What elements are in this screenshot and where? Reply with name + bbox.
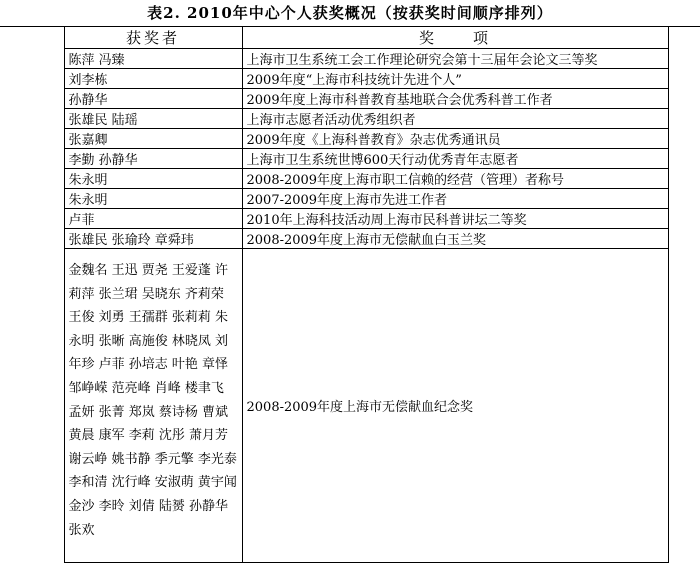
name-cell[interactable]: 李勤 孙静华 bbox=[64, 149, 242, 169]
table-row bbox=[0, 189, 700, 209]
gutter-cell[interactable] bbox=[0, 27, 64, 49]
empty-cell[interactable] bbox=[668, 27, 700, 49]
name-cell[interactable]: 张雄民 张瑜玲 章舜玮 bbox=[64, 229, 242, 249]
empty-cell[interactable] bbox=[668, 169, 700, 189]
table-row bbox=[0, 149, 700, 169]
gutter-cell[interactable] bbox=[0, 229, 64, 249]
gutter-cell[interactable] bbox=[0, 69, 64, 89]
empty-cell[interactable] bbox=[668, 109, 700, 129]
award-cell[interactable]: 2008-2009年度上海市职工信赖的经营（管理）者称号 bbox=[242, 169, 668, 189]
gutter-cell[interactable] bbox=[0, 129, 64, 149]
gutter-cell[interactable] bbox=[0, 49, 64, 69]
award-cell[interactable]: 上海市志愿者活动优秀组织者 bbox=[242, 109, 668, 129]
name-cell[interactable]: 张雄民 陆瑶 bbox=[64, 109, 242, 129]
gutter-cell[interactable] bbox=[0, 189, 64, 209]
table-title: 表2. 2010年中心个人获奖概况（按获奖时间顺序排列） bbox=[147, 4, 553, 22]
table-row bbox=[0, 169, 700, 189]
header-name-cell[interactable]: 获奖者 bbox=[64, 27, 242, 49]
award-cell[interactable]: 上海市卫生系统世博600天行动优秀青年志愿者 bbox=[242, 149, 668, 169]
award-cell[interactable]: 2010年上海科技活动周上海市民科普讲坛二等奖 bbox=[242, 209, 668, 229]
awards-table bbox=[0, 26, 700, 563]
empty-cell[interactable] bbox=[668, 49, 700, 69]
name-cell[interactable]: 朱永明 bbox=[64, 189, 242, 209]
table-header-row bbox=[0, 27, 700, 49]
table-row bbox=[0, 249, 700, 563]
empty-cell[interactable] bbox=[668, 209, 700, 229]
gutter-cell[interactable] bbox=[0, 169, 64, 189]
empty-cell[interactable] bbox=[668, 249, 700, 563]
name-cell[interactable]: 卢菲 bbox=[64, 209, 242, 229]
empty-cell[interactable] bbox=[668, 229, 700, 249]
award-cell[interactable]: 2007-2009年度上海市先进工作者 bbox=[242, 189, 668, 209]
table-row bbox=[0, 129, 700, 149]
award-cell[interactable]: 2009年度《上海科普教育》杂志优秀通讯员 bbox=[242, 129, 668, 149]
name-cell[interactable]: 陈萍 冯臻 bbox=[64, 49, 242, 69]
empty-cell[interactable] bbox=[668, 129, 700, 149]
award-cell[interactable]: 2008-2009年度上海市无偿献血纪念奖 bbox=[242, 249, 668, 563]
name-cell[interactable]: 张嘉卿 bbox=[64, 129, 242, 149]
gutter-cell[interactable] bbox=[0, 109, 64, 129]
empty-cell[interactable] bbox=[668, 89, 700, 109]
award-cell[interactable]: 2009年度“上海市科技统计先进个人” bbox=[242, 69, 668, 89]
empty-cell[interactable] bbox=[668, 189, 700, 209]
name-cell[interactable]: 刘李栋 bbox=[64, 69, 242, 89]
gutter-cell[interactable] bbox=[0, 209, 64, 229]
name-cell[interactable]: 朱永明 bbox=[64, 169, 242, 189]
gutter-cell[interactable] bbox=[0, 249, 64, 563]
table-row bbox=[0, 69, 700, 89]
gutter-cell[interactable] bbox=[0, 149, 64, 169]
table-row bbox=[0, 109, 700, 129]
award-cell[interactable]: 2008-2009年度上海市无偿献血白玉兰奖 bbox=[242, 229, 668, 249]
name-cell-multi[interactable]: 金魏名 王迅 贾尧 王爱蓬 许莉萍 张兰珺 吴晓东 齐莉荣 王俊 刘勇 王孺群 张莉莉 朱永明 张晰 高施俊 林晓凤 刘年珍 卢菲 孙培志 叶艳 章怿 邹峥嵘 范亮峰 肖峰 楼聿飞 孟妍 张菁 郑岚 蔡诗杨 曹斌 黄晨 康军 李莉 沈彤 萧月芳 谢云峥 姚书静 季元擎 李光泰 李和清 沈行峰 安淑萌 黄宇闻 金沙 李昤 刘倩 陆赟 孙静华 张欢 bbox=[64, 249, 242, 563]
name-cell[interactable]: 孙静华 bbox=[64, 89, 242, 109]
table-row bbox=[0, 229, 700, 249]
header-award-cell[interactable]: 奖 项 bbox=[242, 27, 668, 49]
award-cell[interactable]: 2009年度上海市科普教育基地联合会优秀科普工作者 bbox=[242, 89, 668, 109]
table-row bbox=[0, 49, 700, 69]
empty-cell[interactable] bbox=[668, 69, 700, 89]
empty-cell[interactable] bbox=[668, 149, 700, 169]
table-row bbox=[0, 209, 700, 229]
table-row bbox=[0, 89, 700, 109]
award-cell[interactable]: 上海市卫生系统工会工作理论研究会第十三届年会论文三等奖 bbox=[242, 49, 668, 69]
gutter-cell[interactable] bbox=[0, 89, 64, 109]
